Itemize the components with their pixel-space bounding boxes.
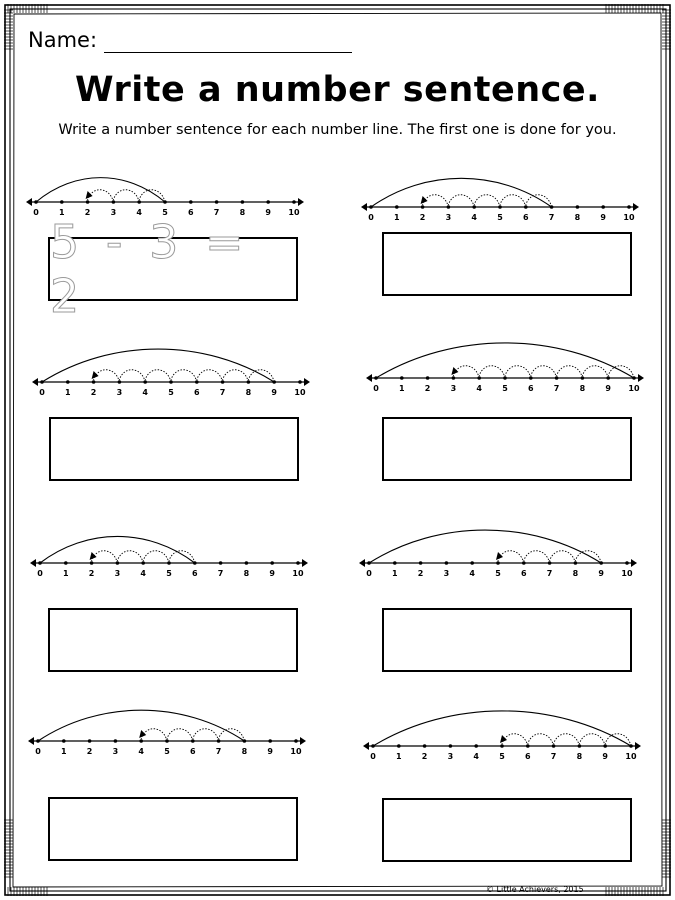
arrow-left-icon	[26, 198, 32, 206]
tick-label: 3	[445, 213, 452, 222]
tick-label: 10	[623, 213, 635, 222]
tick-label: 3	[443, 569, 450, 578]
tick-mark	[62, 739, 66, 743]
arrow-right-icon	[633, 203, 639, 211]
hop-arc	[143, 551, 169, 563]
hop-arc	[500, 195, 526, 207]
tick-label: 0	[37, 569, 43, 578]
tick-label: 1	[61, 747, 67, 756]
tick-mark	[241, 200, 245, 204]
tick-label: 8	[576, 752, 583, 761]
tick-label: 1	[399, 384, 405, 393]
tick-label: 9	[267, 747, 273, 756]
tick-label: 3	[447, 752, 454, 761]
tick-label: 5	[499, 752, 505, 761]
tick-label: 2	[424, 384, 431, 393]
tick-label: 2	[86, 747, 93, 756]
hop-arc	[113, 190, 139, 202]
tick-label: 8	[579, 384, 586, 393]
tick-label: 2	[421, 752, 428, 761]
tick-label: 0	[373, 384, 379, 393]
tick-label: 0	[39, 388, 45, 397]
answer-box-3[interactable]	[49, 417, 299, 481]
answer-box-1	[48, 215, 298, 323]
hop-arc	[448, 195, 474, 207]
hop-arc	[557, 366, 583, 378]
tick-mark	[393, 561, 397, 565]
tick-mark	[395, 205, 399, 209]
hop-arc	[171, 370, 197, 382]
tick-label: 7	[553, 384, 560, 393]
name-label: Name:	[28, 28, 98, 52]
hop-arc	[169, 551, 195, 563]
tick-label: 6	[192, 569, 198, 578]
number-line-4	[366, 343, 644, 393]
number-line-5	[30, 536, 308, 578]
tick-label: 10	[621, 569, 633, 578]
tick-label: 10	[292, 569, 304, 578]
arrow-right-icon	[304, 378, 310, 386]
tick-mark	[296, 561, 300, 565]
answer-box-7[interactable]	[48, 797, 298, 861]
arrow-right-icon	[638, 374, 644, 382]
tick-label: 5	[168, 388, 174, 397]
tick-label: 5	[164, 747, 170, 756]
start-arc	[42, 349, 274, 382]
number-line-2	[361, 178, 639, 222]
answer-box-2[interactable]	[382, 232, 632, 296]
tick-label: 3	[110, 208, 117, 217]
arrow-left-icon	[363, 742, 369, 750]
tick-mark	[445, 561, 449, 565]
hop-arc	[219, 729, 245, 741]
tick-label: 6	[528, 384, 534, 393]
hop-arc	[193, 729, 219, 741]
tick-label: 7	[548, 213, 555, 222]
arrow-left-icon	[30, 559, 36, 567]
hop-arc	[526, 195, 552, 207]
instructions: Write a number sentence for each number line. The first one is done for you.	[58, 122, 617, 138]
tick-label: 6	[525, 752, 531, 761]
tick-mark	[500, 744, 504, 748]
hop-arrow-icon	[139, 730, 146, 738]
tick-label: 5	[497, 213, 503, 222]
tick-mark	[474, 744, 478, 748]
tick-label: 2	[90, 388, 97, 397]
hop-arc	[531, 366, 557, 378]
start-arc	[376, 343, 634, 378]
tick-mark	[426, 376, 430, 380]
tick-label: 7	[546, 569, 553, 578]
tick-label: 8	[572, 569, 579, 578]
tick-mark	[576, 205, 580, 209]
arrow-right-icon	[635, 742, 641, 750]
tick-label: 7	[215, 747, 222, 756]
answer-box-5[interactable]	[48, 608, 298, 672]
tick-mark	[419, 561, 423, 565]
tick-label: 2	[88, 569, 95, 578]
tick-label: 8	[574, 213, 581, 222]
tick-label: 6	[190, 747, 196, 756]
tick-label: 1	[392, 569, 398, 578]
arrow-left-icon	[361, 203, 367, 211]
hop-arc	[550, 551, 576, 563]
tick-label: 7	[213, 208, 220, 217]
tick-label: 7	[219, 388, 226, 397]
tick-label: 6	[188, 208, 194, 217]
tick-mark	[294, 739, 298, 743]
tick-label: 8	[241, 747, 248, 756]
number-line-1	[26, 178, 304, 217]
tick-mark	[627, 205, 631, 209]
tick-label: 4	[142, 388, 148, 397]
start-arc	[369, 530, 601, 563]
tick-label: 1	[396, 752, 402, 761]
tick-label: 3	[112, 747, 119, 756]
number-line-6	[359, 530, 637, 578]
tick-label: 5	[502, 384, 508, 393]
tick-label: 8	[243, 569, 250, 578]
hop-arc	[579, 734, 605, 746]
tick-mark	[114, 739, 118, 743]
tick-mark	[88, 739, 92, 743]
tick-label: 4	[140, 569, 146, 578]
arrow-right-icon	[300, 737, 306, 745]
tick-mark	[423, 744, 427, 748]
tick-label: 4	[473, 752, 479, 761]
tick-label: 6	[521, 569, 527, 578]
tick-label: 2	[419, 213, 426, 222]
tick-mark	[245, 561, 249, 565]
tick-label: 0	[33, 208, 39, 217]
tick-label: 6	[523, 213, 529, 222]
arrow-left-icon	[28, 737, 34, 745]
tick-mark	[625, 561, 629, 565]
hop-arrow-icon	[496, 552, 503, 560]
tick-mark	[601, 205, 605, 209]
tick-mark	[90, 561, 94, 565]
tick-mark	[86, 200, 90, 204]
tick-label: 0	[370, 752, 376, 761]
start-arc	[40, 536, 195, 563]
tick-label: 3	[114, 569, 121, 578]
hop-arc	[139, 190, 165, 202]
hop-arc	[505, 366, 531, 378]
tick-label: 5	[495, 569, 501, 578]
tick-mark	[66, 380, 70, 384]
number-line-7	[28, 710, 306, 756]
tick-mark	[270, 561, 274, 565]
hop-arc	[554, 734, 580, 746]
number-line-8	[363, 711, 641, 761]
hop-arc	[167, 729, 193, 741]
hop-arc	[479, 366, 505, 378]
tick-label: 9	[605, 384, 611, 393]
tick-label: 9	[269, 569, 275, 578]
tick-label: 0	[366, 569, 372, 578]
tick-label: 7	[217, 569, 224, 578]
hop-arrow-icon	[451, 367, 458, 375]
hop-arrow-icon	[90, 552, 97, 560]
hop-arrow-icon	[421, 196, 428, 204]
answer-box-6[interactable]	[382, 608, 632, 672]
tick-mark	[292, 200, 296, 204]
tick-mark	[496, 561, 500, 565]
tick-label: 4	[138, 747, 144, 756]
hop-arc	[223, 370, 249, 382]
arrow-right-icon	[302, 559, 308, 567]
tick-label: 4	[476, 384, 482, 393]
hop-arc	[145, 370, 171, 382]
hop-arrow-icon	[86, 191, 93, 199]
tick-label: 9	[265, 208, 271, 217]
tick-mark	[139, 739, 143, 743]
tick-label: 1	[394, 213, 400, 222]
answer-box-8[interactable]	[382, 798, 632, 862]
tick-label: 2	[417, 569, 424, 578]
tick-label: 10	[628, 384, 640, 393]
hop-arc	[528, 734, 554, 746]
tick-mark	[452, 376, 456, 380]
tick-label: 9	[598, 569, 604, 578]
hop-arrow-icon	[500, 735, 507, 743]
tick-label: 4	[136, 208, 142, 217]
arrow-left-icon	[359, 559, 365, 567]
tick-label: 1	[59, 208, 65, 217]
tick-mark	[60, 200, 64, 204]
tick-label: 5	[166, 569, 172, 578]
tick-label: 1	[63, 569, 69, 578]
tick-label: 3	[116, 388, 123, 397]
tick-label: 8	[239, 208, 246, 217]
hop-arrow-icon	[92, 371, 99, 379]
tick-mark	[268, 739, 272, 743]
arrow-left-icon	[32, 378, 38, 386]
tick-label: 10	[290, 747, 302, 756]
tick-mark	[397, 744, 401, 748]
copyright-footer: © Little Achievers, 2015	[486, 885, 584, 894]
tick-label: 8	[245, 388, 252, 397]
tick-mark	[298, 380, 302, 384]
tick-label: 9	[271, 388, 277, 397]
arrow-right-icon	[298, 198, 304, 206]
answer-box-4[interactable]	[382, 417, 632, 481]
tick-label: 10	[288, 208, 300, 217]
number-line-3	[32, 349, 310, 397]
tick-label: 0	[368, 213, 374, 222]
tick-mark	[219, 561, 223, 565]
hop-arc	[119, 370, 145, 382]
page-title: Write a number sentence.	[75, 70, 600, 110]
tick-mark	[92, 380, 96, 384]
tick-mark	[470, 561, 474, 565]
tick-label: 5	[162, 208, 168, 217]
example-answer: 5 - 3 = 2	[50, 215, 250, 323]
tick-label: 10	[625, 752, 637, 761]
hop-arc	[524, 551, 550, 563]
tick-label: 7	[550, 752, 557, 761]
tick-mark	[421, 205, 425, 209]
tick-label: 1	[65, 388, 71, 397]
tick-label: 10	[294, 388, 306, 397]
arrow-left-icon	[366, 374, 372, 382]
tick-mark	[400, 376, 404, 380]
tick-label: 9	[600, 213, 606, 222]
arrow-right-icon	[631, 559, 637, 567]
hop-arc	[197, 370, 223, 382]
tick-mark	[449, 744, 453, 748]
tick-label: 4	[469, 569, 475, 578]
tick-label: 6	[194, 388, 200, 397]
tick-label: 4	[471, 213, 477, 222]
hop-arc	[582, 366, 608, 378]
tick-label: 9	[602, 752, 608, 761]
tick-mark	[266, 200, 270, 204]
tick-mark	[215, 200, 219, 204]
tick-mark	[189, 200, 193, 204]
tick-label: 3	[450, 384, 457, 393]
hop-arc	[117, 551, 143, 563]
tick-label: 0	[35, 747, 41, 756]
tick-mark	[64, 561, 68, 565]
tick-label: 2	[84, 208, 91, 217]
hop-arc	[474, 195, 500, 207]
